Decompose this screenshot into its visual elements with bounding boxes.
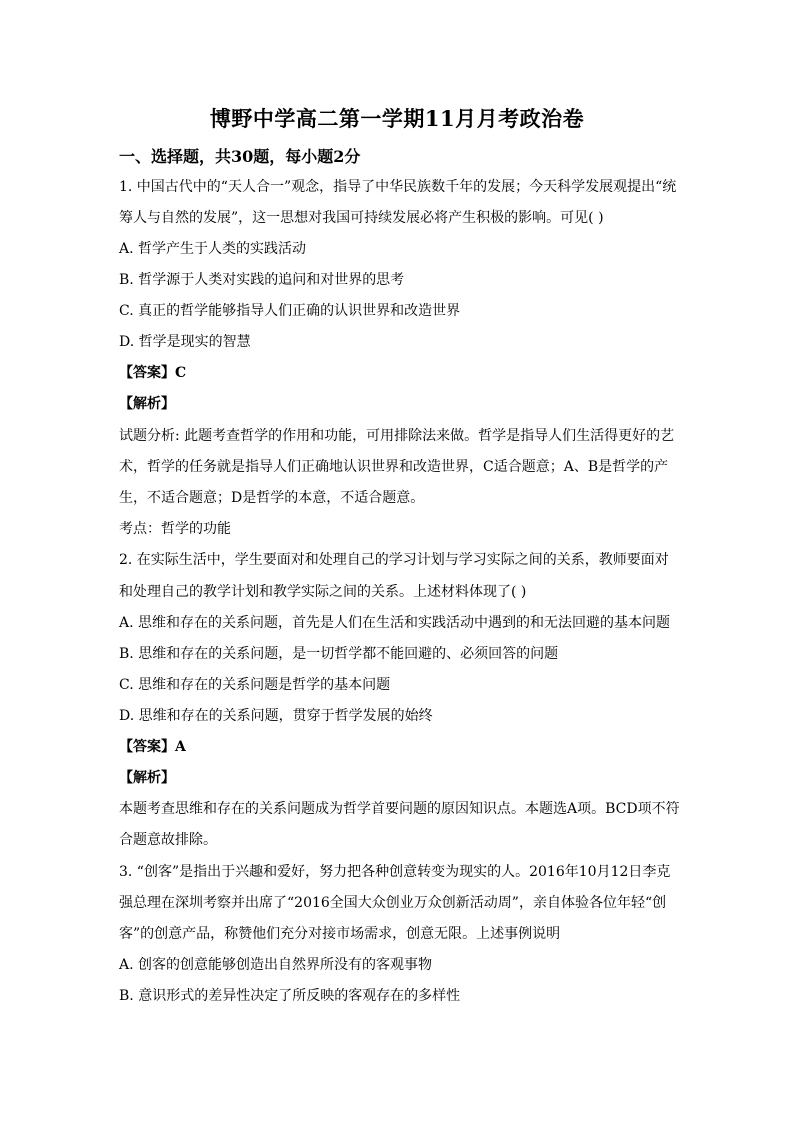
q1-analysis-line-3: 生，不适合题意；D是哲学的本意，不适合题意。 [119, 490, 425, 506]
exam-title: 博野中学高二第一学期11月月考政治卷 [209, 106, 585, 131]
q1-analysis-line-2: 术，哲学的任务就是指导人们正确地认识世界和改造世界，C适合题意；A、B是哲学的产 [119, 459, 669, 475]
q1-stem-line-2: 筹人与自然的发展”，这一思想对我国可持续发展必将产生积极的影响。可见( ) [119, 210, 604, 226]
answer-value: A [175, 739, 186, 755]
q1-option-c: C. 真正的哲学能够指导人们正确的认识世界和改造世界 [119, 303, 461, 319]
q1-option-b: B. 哲学源于人类对实践的追问和对世界的思考 [119, 272, 405, 288]
q3-option-a: A. 创客的创意能够创造出自然界所没有的客观事物 [119, 957, 433, 973]
answer-value: C [175, 365, 187, 381]
q2-stem-line-2: 和处理自己的教学计划和教学实际之间的关系。上述材料体现了( ) [119, 584, 527, 600]
q2-analysis-line-2: 合题意故排除。 [119, 832, 217, 848]
q3-stem-line-3: 客”的创意产品，称赞他们充分对接市场需求，创意无限。上述事例说明 [119, 926, 561, 942]
q3-option-b: B. 意识形式的差异性决定了所反映的客观存在的多样性 [119, 988, 461, 1004]
answer-label: 【答案】 [119, 739, 175, 755]
q3-stem-line-1: 3. “创客”是指出于兴趣和爱好，努力把各种创意转变为现实的人。2016年10月12日李克 [119, 864, 671, 880]
q1-knowledge-point: 考点：哲学的功能 [119, 521, 231, 537]
q2-option-b: B. 思维和存在的关系问题，是一切哲学都不能回避的、必须回答的问题 [119, 646, 559, 662]
q2-stem-line-1: 2. 在实际生活中，学生要面对和处理自己的学习计划与学习实际之间的关系，教师要面对 [119, 552, 669, 568]
q2-option-d: D. 思维和存在的关系问题，贯穿于哲学发展的始终 [119, 708, 433, 724]
q2-answer [119, 737, 679, 757]
answer-label: 【答案】 [119, 365, 175, 381]
q1-stem-line-1: 1. 中国古代中的“天人合一”观念，指导了中华民族数千年的发展；今天科学发展观提出“统 [119, 179, 677, 195]
q1-analysis-label: 【解析】 [119, 396, 175, 412]
q1-option-d: D. 哲学是现实的智慧 [119, 334, 251, 350]
section-heading: 一、选择题，共30题，每小题2分 [119, 147, 361, 166]
q2-option-a: A. 思维和存在的关系问题，首先是人们在生活和实践活动中遇到的和无法回避的基本问题 [119, 615, 671, 631]
q2-analysis-label: 【解析】 [119, 770, 175, 786]
q2-analysis-line-1: 本题考查思维和存在的关系问题成为哲学首要问题的原因知识点。本题选A项。BCD项不符 [119, 801, 680, 817]
q1-option-a: A. 哲学产生于人类的实践活动 [119, 241, 307, 257]
q1-answer [119, 363, 679, 383]
q2-option-c: C. 思维和存在的关系问题是哲学的基本问题 [119, 677, 391, 693]
q1-analysis-line-1: 试题分析: 此题考查哲学的作用和功能，可用排除法来做。哲学是指导人们生活得更好的艺 [119, 428, 675, 444]
q3-stem-line-2: 强总理在深圳考察并出席了“2016全国大众创业万众创新活动周”，亲自体验各位年轻“创 [119, 895, 667, 911]
